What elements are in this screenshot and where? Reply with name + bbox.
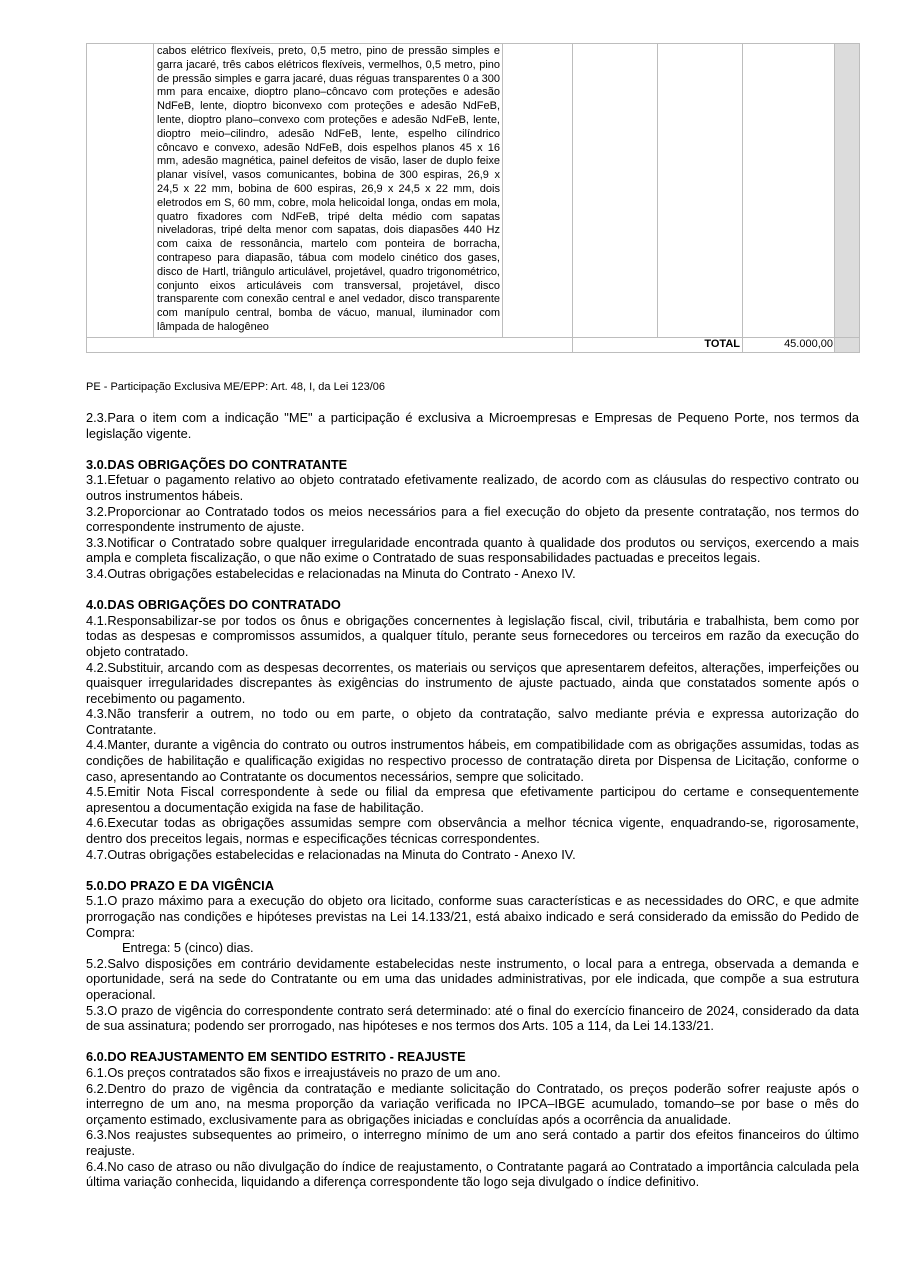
clause-5-2: 5.2.Salvo disposições em contrário devidamente estabelecidas neste instrumento, o local para a entrega, observada a demanda e oportunidade, será na sede do Contratante ou em uma das unidades administrativas, por ele indicada, que compõe a sua estrutura operacional. (86, 955, 859, 1002)
section-title-6: 6.0.DO REAJUSTAMENTO EM SENTIDO ESTRITO - REAJUSTE (86, 1049, 466, 1065)
clause-5-3: 5.3.O prazo de vigência do correspondente contrato será determinado: até o final do exercício financeiro de 2024, considerado da data de sua assinatura; podendo ser prorrogado, nas hipóteses e nos termos dos Arts. 105 a 114, da Lei 14.133/21. (86, 1002, 859, 1034)
table-cell-marker (835, 337, 860, 352)
item-table (86, 43, 860, 353)
table-row (87, 44, 860, 338)
total-value: 45.000,00 (743, 337, 835, 352)
table-cell-total (743, 44, 835, 338)
footnote: PE - Participação Exclusiva ME/EPP: Art. 48, I, da Lei 123/06 (86, 381, 385, 393)
clause-4-7: 4.7.Outras obrigações estabelecidas e relacionadas na Minuta do Contrato - Anexo IV. (86, 846, 576, 862)
clause-4-2: 4.2.Substituir, arcando com as despesas decorrentes, os materiais ou serviços que apresentarem defeitos, alterações, imperfeições ou quaisquer irregularidades discrepantes às exigências do instrumento de ajuste pactuado, ainda que constatados somente após o recebimento ou pagamento. (86, 659, 859, 706)
section-title-3: 3.0.DAS OBRIGAÇÕES DO CONTRATANTE (86, 456, 348, 472)
delivery-term: Entrega: 5 (cinco) dias. (122, 940, 254, 956)
section-title-5: 5.0.DO PRAZO E DA VIGÊNCIA (86, 877, 274, 893)
clause-4-4: 4.4.Manter, durante a vigência do contrato ou outros instrumentos hábeis, em compatibilidade com as obrigações assumidas, todas as condições de habilitação e qualificação exigidas no respectivo processo de contratação direta por Dispensa de Licitação, conforme o caso, apresentando ao Contratante os documentos necessários, sempre que solicitado. (86, 737, 859, 784)
table-cell-unit (503, 44, 573, 338)
total-label: TOTAL (573, 337, 743, 352)
table-cell-unit-price (658, 44, 743, 338)
clause-3-2: 3.2.Proporcionar ao Contratado todos os meios necessários para a fiel execução do objeto da presente contratação, nos termos do correspondente instrumento de ajuste. (86, 503, 859, 535)
document-body (86, 410, 859, 1190)
item-description: cabos elétrico flexíveis, preto, 0,5 metro, pino de pressão simples e garra jacaré, três cabos elétricos flexíveis, vermelhos, 0,5 metro, pino de pressão simples e garra jacaré, duas réguas transparentes 0 a 300 mm para encaixe, dioptro plano–côncavo com proteções e adesão NdFeB, lente, dioptro biconvexo com proteções e adesão NdFeB, lente, dioptro plano–convexo com proteções e adesão NdFeB, lente, dioptro meio–cilindro, adesão NdFeB, lente, espelho cilíndrico côncavo e convexo, adesão NdFeB, dois espelhos planos 45 x 16 mm, adesão magnética, painel defeitos de visão, laser de duplo feixe planar visível, vasos comunicantes, bobina de 300 espiras, 26,9 x 24,5 x 22 mm, bobina de 600 espiras, 26,9 x 24,5 x 22 mm, dois eletrodos em S, 60 mm, cobre, mola helicoidal longa, ondas em mola, quatro fixadores com NdFeB, tripé delta médio com sapatas niveladoras, tripé delta menor com sapatas, dois diapasões 440 Hz com caixa de ressonância, martelo com ponteira de borracha, contrapeso para diapasão, tábua com modelo cinético dos gases, disco de Hartl, triângulo articulável, projetável, quadro trigonométrico, conjunto eixos articuláveis com transversal, projetável, disco transparente com conexão central e anel vedador, disco transparente com manípulo central, bomba de vácuo, manual, iluminador com lâmpada de halogêneo (154, 44, 503, 338)
clause-5-1: 5.1.O prazo máximo para a execução do objeto ora licitado, conforme suas características e as necessidades do ORC, e que admite prorrogação nas condições e hipóteses previstas na Lei 14.133/21, está abaixo indicado e será considerado da emissão do Pedido de Compra: (86, 893, 859, 940)
clause-3-4: 3.4.Outras obrigações estabelecidas e relacionadas na Minuta do Contrato - Anexo IV. (86, 565, 576, 581)
clause-3-3: 3.3.Notificar o Contratado sobre qualquer irregularidade encontrada quanto à qualidade dos produtos ou serviços, exercendo a mais ampla e completa fiscalização, o que não exime o Contratado de suas responsabilidades pactuadas e preceitos legais. (86, 534, 859, 566)
clause-6-1: 6.1.Os preços contratados são fixos e irreajustáveis no prazo de um ano. (86, 1064, 501, 1080)
clause-4-1: 4.1.Responsabilizar-se por todos os ônus e obrigações concernentes à legislação fiscal, civil, tributária e trabalhista, bem como por todas as despesas e compromissos assumidos, a qualquer título, perante seus fornecedores ou terceiros em razão da execução do objeto contratado. (86, 612, 859, 659)
clause-6-4: 6.4.No caso de atraso ou não divulgação do índice de reajustamento, o Contratante pagará ao Contratado a importância calculada pela última variação conhecida, liquidando a diferença correspondente tão logo seja divulgado o índice definitivo. (86, 1158, 859, 1190)
clause-3-1: 3.1.Efetuar o pagamento relativo ao objeto contratado efetivamente realizado, de acordo com as cláusulas do respectivo contrato ou outros instrumentos hábeis. (86, 472, 859, 503)
table-cell-quantity (573, 44, 658, 338)
table-cell-empty (87, 337, 573, 352)
clause-2-3: 2.3.Para o item com a indicação "ME" a participação é exclusiva a Microempresas e Empresas de Pequeno Porte, nos termos da legislação vigente. (86, 410, 859, 441)
table-cell-item (87, 44, 154, 338)
table-cell-marker (835, 44, 860, 338)
clause-4-6: 4.6.Executar todas as obrigações assumidas sempre com observância a melhor técnica vigente, enquadrando-se, rigorosamente, dentro dos preceitos legais, normas e especificações técnicas correspondentes. (86, 815, 859, 847)
table-total-row (87, 337, 860, 352)
clause-6-3: 6.3.Nos reajustes subsequentes ao primeiro, o interregno mínimo de um ano será contado a partir dos efeitos financeiros do último reajuste. (86, 1127, 859, 1158)
clause-4-3: 4.3.Não transferir a outrem, no todo ou em parte, o objeto da contratação, salvo mediante prévia e expressa autorização do Contratante. (86, 706, 859, 737)
section-title-4: 4.0.DAS OBRIGAÇÕES DO CONTRATADO (86, 597, 341, 613)
clause-6-2: 6.2.Dentro do prazo de vigência da contratação e mediante solicitação do Contratado, os preços poderão sofrer reajuste após o interregno de um ano, na mesma proporção da variação verificada no IPCA–IBGE acumulado, tomando–se por base o mês do orçamento estimado, exclusivamente para as obrigações iniciadas e concluídas após a ocorrência da anualidade. (86, 1080, 859, 1127)
clause-4-5: 4.5.Emitir Nota Fiscal correspondente à sede ou filial da empresa que efetivamente participou do certame e consequentemente apresentou a documentação exigida na fase de habilitação. (86, 784, 859, 815)
